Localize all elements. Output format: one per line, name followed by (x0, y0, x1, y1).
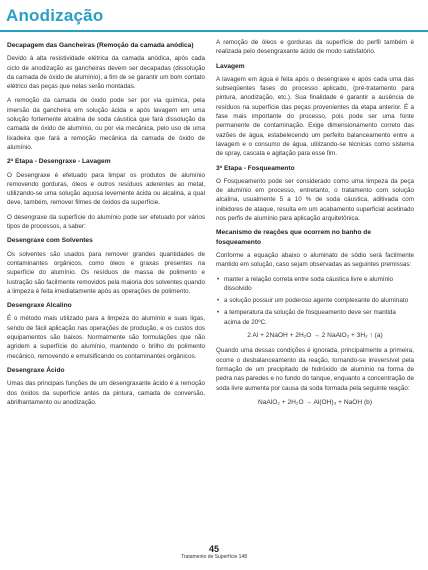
heading-acido: Desengraxe Ácido (7, 366, 65, 374)
page-footer (0, 544, 428, 560)
paragraph: O Fosqueamento pode ser considerado como uma limpeza da peça de alumínio em processo, entretanto, o tratamento com solução alcalina, usualmente 5 a 10 % de soda cáustica, aditivada com inibidores de ataque, resulta em um acabamento superficial acetinado nos perfis de alumínio para aplicação arquitetônica. (216, 177, 414, 223)
page-header (0, 0, 428, 34)
list-item: • manter a relação correta entre soda cáustica livre e alumínio dissolvido (224, 275, 414, 294)
list-item: • a temperatura da solução de fosqueamento deve ser mantida acima de 20ºC. (224, 308, 414, 327)
paragraph: O Desengraxe é efetuado para limpar os produtos de alumínio removendo gorduras, óleos e outros resíduos aderentes ao metal, utilizando-se uma solução aquosa levemente ácida ou alcalina, a qual deve, também, remover filmes de óxidos da superfície. (7, 171, 205, 207)
list-item: • a solução possuir um poderoso agente complexante do alumínato (224, 296, 414, 305)
page-number: 45 (208, 544, 219, 554)
paragraph: Umas das principais funções de um desengraxante ácido é a remoção dos óxidos da superfície antes da pintura, camada de conversão, abrilhantamento ou anodização. (7, 380, 205, 406)
paragraph: O desengraxe da superfície do alumínio pode ser efetuado por vários tipos de processos, a saber: (7, 213, 205, 231)
right-column (216, 38, 414, 413)
heading-etapa-2: 2ª Etapa - Desengraxe - Lavagem (7, 158, 111, 166)
paragraph: Devido à alta resistividade elétrica da camada anódica, após cada ciclo de anodização as gancheiras devem ser decapadas (dissolução da camada de óxido de alumínio), a fim de se garantir um bom contato elétrico das peças que nelas serão montadas. (7, 55, 205, 91)
paragraph: É o método mais utilizado para a limpeza do alumínio e suas ligas, sendo de fácil aplicação nas operações de produção, e os custos dos equipamentos são baixos. Normalmente são formulações que não agridem a superfície do alumínio, mantendo o brilho do polimento mecânico, removendo e emulsificando os contaminantes orgânicos. (7, 315, 205, 360)
equation-b: NaAlO₂ + 2H₂O → Al(OH)₃ + NaOH (b) (257, 398, 373, 406)
premises-list (216, 275, 414, 327)
paragraph: A lavagem em água é feita após o desengraxe e após cada uma das subseqüentes fases do processo aplicado, (pré-tratamento para pintura, anodização, etc.). Sua finalidade é garantir a ausência de resíduos na superfície das peças provenientes da etapa anterior. É a fase mais importante do processo, pois pode ser uma fonte permanente de contaminação. Exige dimensionamento correto das vazões de água, estabelecendo um perfeito balanceamento entre a lavagem e o consumo de água, utilizando-se técnicas como sistema de spray, cascata e agitação para esse fim. (216, 75, 414, 158)
heading-mecanismo: Mecanismo de reações que ocorrem no banho de fosqueamento (216, 229, 371, 246)
section-title: Anodização (6, 6, 104, 25)
paragraph: Quando uma dessas condições é ignorada, principalmente a primeira, ocorre o desbalanceamento da reação, tornando-se irreversível pela formação de um precipitado de hidróxido de alumínio na forma de pedra nas paredes e no fundo do tanque, enquanto a concentração de soda livre aumenta por causa da soda formada pela seguinte reação: (216, 347, 414, 392)
heading-alcalino: Desengraxe Alcalino (7, 302, 72, 310)
left-column (7, 38, 205, 412)
heading-solventes: Desengraxe com Solventes (7, 237, 93, 245)
heading-decapagem: Decapagem das Gancheiras (Remoção da camada anódica) (7, 42, 194, 49)
heading-etapa-3: 3ª Etapa - Fosqueamento (216, 164, 295, 172)
magazine-name: Tratamento de Superfície 148 (181, 554, 247, 560)
paragraph: A remoção da camada de óxido pode ser por via química, pela imersão da gancheira em solução ácida e após lavagem em uma solução fortemente alcalina de soda cáustica que fará dissolução da camada de óxido de alumínio, ou por via mecânica, pelo uso de uma lixadeira que fará a remoção mecânica da camada de óxido de alumínio. (7, 97, 205, 151)
header-rule (0, 30, 428, 32)
paragraph: A remoção de óleos e gorduras da superfície do perfil também é realizada pelo desengraxante ácido de modo satisfatório. (216, 39, 414, 56)
paragraph: Conforme a equação abaixo o aluminato de sódio será facilmente mantido em solução, caso sejam observadas as seguintes premissas: (216, 251, 414, 269)
equation-a: 2 Al + 2NaOH + 2H₂O → 2 NaAlO₂ + 3H₂ ↑ (a) (247, 332, 383, 340)
heading-lavagem: Lavagem (216, 62, 245, 70)
paragraph: Os solventes são usados para remover grandes quantidades de contaminantes orgânicos, como óleos e graxas presentes na superfície do alumínio. Os resíduos de massa de polimento e lustração são facilmente removidos pela maioria dos solventes quando a limpeza é feita imediatamente após as operações de polimento. (7, 250, 205, 295)
